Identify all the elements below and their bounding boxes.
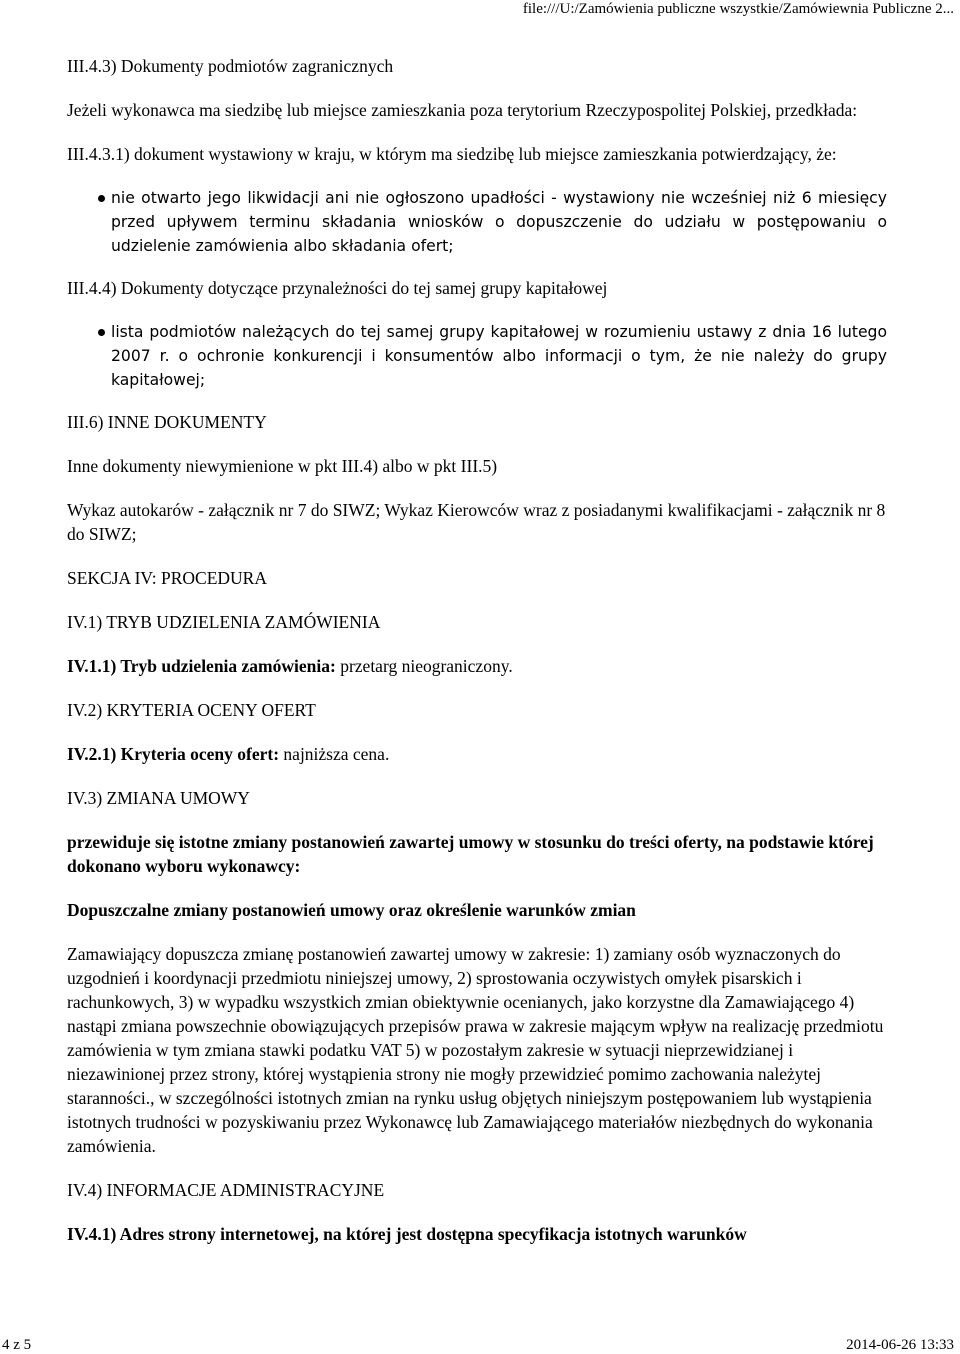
list-item bbox=[111, 186, 887, 258]
list-item-text: lista podmiotów należących do tej samej grupy kapitałowej w rozumieniu ustawy z dnia 16 lutego 2007 r. o ochronie konkurencji i konsumentów albo informacji o tym, że nie należy do grupy kapitałowej; bbox=[111, 323, 887, 389]
section-heading-iv-4: IV.4) INFORMACJE ADMINISTRACYJNE bbox=[67, 1180, 385, 1200]
procedure-type bbox=[67, 654, 887, 678]
paragraph-attachments: Wykaz autokarów - załącznik nr 7 do SIWZ; Wykaz Kierowców wraz z posiadanymi kwalifikacjami - załącznik nr 8 do SIWZ; bbox=[67, 500, 886, 544]
contract-changes-heading: Dopuszczalne zmiany postanowień umowy oraz określenie warunków zmian bbox=[67, 900, 636, 920]
section-heading-iv-2: IV.2) KRYTERIA OCENY OFERT bbox=[67, 700, 316, 720]
section-heading-iii-4-4: III.4.4) Dokumenty dotyczące przynależności do tej samej grupy kapitałowej bbox=[67, 278, 608, 298]
section-heading-iii-4-3: III.4.3) Dokumenty podmiotów zagranicznych bbox=[67, 56, 394, 76]
bullet-list bbox=[67, 186, 887, 258]
page-url: file:///U:/Zamówienia publiczne wszystkie/Zamówiewnia Publiczne 2... bbox=[522, 1, 954, 17]
list-item-text: nie otwarto jego likwidacji ani nie ogłoszono upadłości - wystawiony nie wcześniej niż 6 miesięcy przed upływem terminu składania wniosków o dopuszczenie do udziału w postępowaniu o udzielenie zamówienia albo składania ofert; bbox=[111, 189, 887, 255]
section-heading-iv: SEKCJA IV: PROCEDURA bbox=[67, 568, 267, 588]
paragraph-intro: Jeżeli wykonawca ma siedzibę lub miejsce zamieszkania poza terytorium Rzeczypospolitej Polskiej, przedkłada: bbox=[67, 100, 858, 120]
contract-changes-statement: przewiduje się istotne zmiany postanowień zawartej umowy w stosunku do treści oferty, na podstawie której dokonano wyboru wykonawcy: bbox=[67, 832, 874, 876]
list-item bbox=[111, 320, 887, 392]
page-number: 4 z 5 bbox=[2, 1337, 32, 1353]
document-body bbox=[67, 54, 887, 1246]
section-heading-iii-6: III.6) INNE DOKUMENTY bbox=[67, 412, 267, 432]
section-heading-iv-1: IV.1) TRYB UDZIELENIA ZAMÓWIENIA bbox=[67, 612, 381, 632]
section-heading-iii-4-3-1: III.4.3.1) dokument wystawiony w kraju, w którym ma siedzibę lub miejsce zamieszkania potwierdzający, że: bbox=[67, 144, 837, 164]
section-heading-iv-4-1: IV.4.1) Adres strony internetowej, na której jest dostępna specyfikacja istotnych warunków bbox=[67, 1224, 747, 1244]
evaluation-criteria-label: IV.2.1) Kryteria oceny ofert: bbox=[67, 744, 280, 764]
paragraph-other-docs: Inne dokumenty niewymienione w pkt III.4) albo w pkt III.5) bbox=[67, 456, 498, 476]
evaluation-criteria-value: najniższa cena. bbox=[279, 744, 390, 764]
bullet-list bbox=[67, 320, 887, 392]
contract-changes-text: Zamawiający dopuszcza zmianę postanowień zawartej umowy w zakresie: 1) zamiany osób wyznaczonych do uzgodnień i koordynacji przedmiotu niniejszej umowy, 2) sprostowania oczywistych omyłek pisarskich i rachunkowych, 3) w wypadku wszystkich zmian obiektywnie ocenianych, jako korzystne dla Zamawiającego 4) nastąpi zmiana powszechnie obowiązujących przepisów prawa w zakresie mającym wpływ na realizację przedmiotu zamówienia w tym zmiana stawki podatku VAT 5) w pozostałym zakresie w sytuacji nieprzewidzianej i niezawinionej przez strony, której wystąpienia strony nie mogły przewidzieć pomimo zachowania należytej staranności., w szczególności istotnych zmian na rynku usług objętych niniejszym postępowaniem lub wystąpienia istotnych trudności w pozyskiwaniu przez Wykonawcę lub Zamawiającego materiałów niezbędnych do wykonania zamówienia. bbox=[67, 944, 884, 1156]
section-heading-iv-3: IV.3) ZMIANA UMOWY bbox=[67, 788, 250, 808]
evaluation-criteria bbox=[67, 742, 887, 766]
bullet-icon bbox=[98, 195, 105, 202]
print-datetime: 2014-06-26 13:33 bbox=[846, 1337, 954, 1353]
procedure-type-value: przetarg nieograniczony. bbox=[335, 656, 513, 676]
bullet-icon bbox=[98, 329, 105, 336]
procedure-type-label: IV.1.1) Tryb udzielenia zamówienia: bbox=[67, 656, 336, 676]
